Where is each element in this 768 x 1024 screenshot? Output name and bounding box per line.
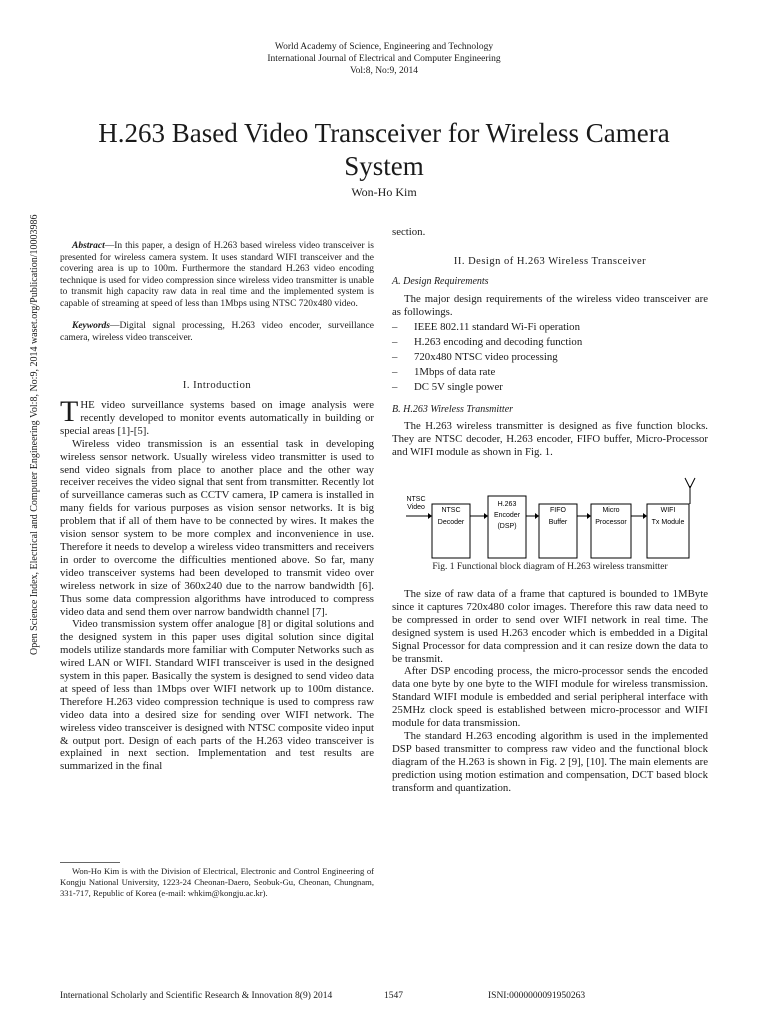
connector-arrowhead — [587, 513, 591, 519]
design-requirements-text: The major design requirements of the wireless video transceiver are as followings. — [392, 293, 708, 318]
figure-1-block-diagram — [404, 476, 704, 564]
input-label-ntsc: NTSC — [406, 496, 426, 503]
connector-arrowhead — [643, 513, 647, 519]
connector-arrowhead — [535, 513, 539, 519]
block-label: Encoder — [493, 512, 521, 519]
transmitter-paragraph-3: The standard H.263 encoding algorithm is used in the implemented DSP based transmitter to compress raw video and the functional block diagram of the H.263 is shown in Fig. 2 [9], [10]. The main elements are prediction using motion estimation and compensation, DCT based block transform and quantization. — [392, 729, 708, 794]
list-item: – DC 5V single power — [392, 380, 708, 395]
block-label: Tx Module — [651, 519, 685, 526]
intro-paragraph-2: Wireless video transmission is an essential task in developing wireless sensor network. Usually wireless video transmitter is used to send video signals from place to another place and the other way receiver receives the video signal that sent from transmitter. Recently lot of surveillance cameras such as CCTV camera, IP camera is installed in many fields for various purposes as vision sensor networks. It is big problem that if all of them have to be connected by wires. It makes the vision sensor system to be more complex and inconvenience in use. Therefore it needs to develop a wireless video transmitters and receivers in order to overcome the difficulties mentioned above. So far, many video transceiver systems had been developed to transmit video over wireless network in size of 360x240 due to the narrow bandwidth [6]. Thus some data compression algorithms have introduced to compress video data and send them over narrow bandwidth channel [7]. — [60, 437, 374, 618]
block-label: Buffer — [548, 519, 568, 526]
journal-volume: Vol:8, No:9, 2014 — [350, 66, 418, 76]
sidebar-citation[interactable]: Open Science Index, Electrical and Computer Engineering Vol:8, No:9, 2014 waset.org/Publication/10003986 — [29, 214, 40, 655]
journal-subtitle: International Journal of Electrical and Computer Engineering — [267, 54, 501, 64]
requirements-list — [392, 320, 708, 395]
introduction-body — [60, 395, 374, 773]
section-heading-design: II. Design of H.263 Wireless Transceiver — [453, 256, 647, 267]
input-label-video: Video — [407, 504, 425, 511]
title-line-2: System — [344, 151, 424, 181]
intro-paragraph-3: Video transmission system offer analogue [8] or digital solutions and the designed system in this paper uses digital solution since digital models utilize standards more familiar with Computer Networks such as wired LAN or WIFI. Standard WIFI transceiver is used in the designed system in this paper. Basically the system is designed to send video data at speed of less than 1Mbps over WIFI network up to 100m distance. Therefore H.263 video compression technique is used to compress raw video data into a desired size for sending over WIFI network. The wireless video transceiver is designed with NTSC composite video input & output port. Design of each parts of the H.263 video transceiver is explained in next section. Implementation and test results are summarized in the final — [60, 618, 374, 773]
block-label: H.263 — [497, 501, 517, 508]
connector-arrowhead — [484, 513, 488, 519]
section-heading-introduction: I. Introduction — [182, 380, 252, 391]
right-column-continuation: section. — [392, 226, 426, 238]
keywords-label: Keywords — [72, 321, 110, 331]
abstract-text: —In this paper, a design of H.263 based wireless video transceiver is presented for wireless camera system. It uses standard WIFI transceiver and the covering area is up to 100m. Furthermore the standard H.263 video encoding technique is used for video compression since wireless video transmitter is unable to transmit high capacity raw data in real time and the implemented system is capable of streaming at speed of less than 1Mbps using NTSC 720x480 video. — [60, 241, 374, 309]
input-arrowhead — [428, 513, 432, 519]
block-label: FIFO — [550, 507, 566, 514]
paper-title — [40, 117, 728, 183]
author-name: Won-Ho Kim — [351, 185, 417, 199]
design-requirements-intro — [392, 293, 708, 319]
transmitter-paragraph-2: After DSP encoding process, the micro-processor sends the encoded data one byte by one byte to the WIFI module for wireless transmission. Standard WIFI module is embedded and serial peripheral interface with 25MHz clock speed is established between micro-processor and WIFI module for data transmission. — [392, 665, 708, 730]
drop-cap: T — [60, 395, 79, 428]
abstract — [60, 241, 374, 344]
list-item: – 720x480 NTSC video processing — [392, 350, 708, 365]
intro-paragraph-1: HE video surveillance systems based on image analysis were recently developed to monitor events automatically in building or special areas [1]-[5]. — [60, 399, 374, 437]
block-label: NTSC — [441, 507, 461, 514]
footnote-rule — [60, 862, 120, 863]
wireless-transmitter-text: The H.263 wireless transmitter is designed as five function blocks. They are NTSC decoder, H.263 encoder, FIFO buffer, Micro-Processor and WIFI module as shown in Fig. 1. — [392, 420, 708, 458]
block-label: (DSP) — [497, 523, 517, 530]
wireless-transmitter-intro — [392, 420, 708, 459]
list-item: – H.263 encoding and decoding function — [392, 335, 708, 350]
footer-page-number: 1547 — [384, 991, 403, 1001]
subsection-wireless-transmitter: B. H.263 Wireless Transmitter — [392, 404, 514, 415]
block-label: Micro — [602, 507, 620, 514]
transmitter-paragraph-1: The size of raw data of a frame that captured is bounded to 1MByte since it captures 720x480 color images. Therefore this raw data need to be compressed in order to send over WIFI network in real time. The designed system is used H.263 encoder which is embedded in a Digital Signal Processor for data compression and it can resize down the data to be transmit. — [392, 588, 708, 665]
keywords-text: —Digital signal processing, H.263 video encoder, surveillance camera, wireless video transceiver. — [60, 321, 374, 343]
footer-publisher: International Scholarly and Scientific Research & Innovation 8(9) 2014 — [60, 991, 333, 1001]
footnote — [60, 866, 374, 899]
footer-isni: ISNI:0000000091950263 — [488, 991, 586, 1001]
title-line-1: H.263 Based Video Transceiver for Wireless Camera — [98, 118, 670, 148]
transmitter-body — [392, 588, 708, 795]
abstract-label: Abstract — [72, 241, 105, 251]
footnote-text: Won-Ho Kim is with the Division of Electrical, Electronic and Control Engineering of Kongju National University, 1223-24 Cheonan-Daero, Seobuk-Gu, Cheonan, Chungnam, 331-717, Republic of Korea (e-mail: whkim@kongju.ac.kr). — [60, 866, 374, 898]
block-label: Decoder — [437, 519, 465, 526]
subsection-design-requirements: A. Design Requirements — [392, 276, 489, 287]
list-item: – 1Mbps of data rate — [392, 365, 708, 380]
block-label: Processor — [595, 519, 627, 526]
journal-name: World Academy of Science, Engineering and Technology — [274, 42, 494, 52]
block-label: WIFI — [660, 507, 676, 514]
figure-1-caption: Fig. 1 Functional block diagram of H.263 wireless transmitter — [432, 562, 668, 572]
list-item: – IEEE 802.11 standard Wi-Fi operation — [392, 320, 708, 335]
